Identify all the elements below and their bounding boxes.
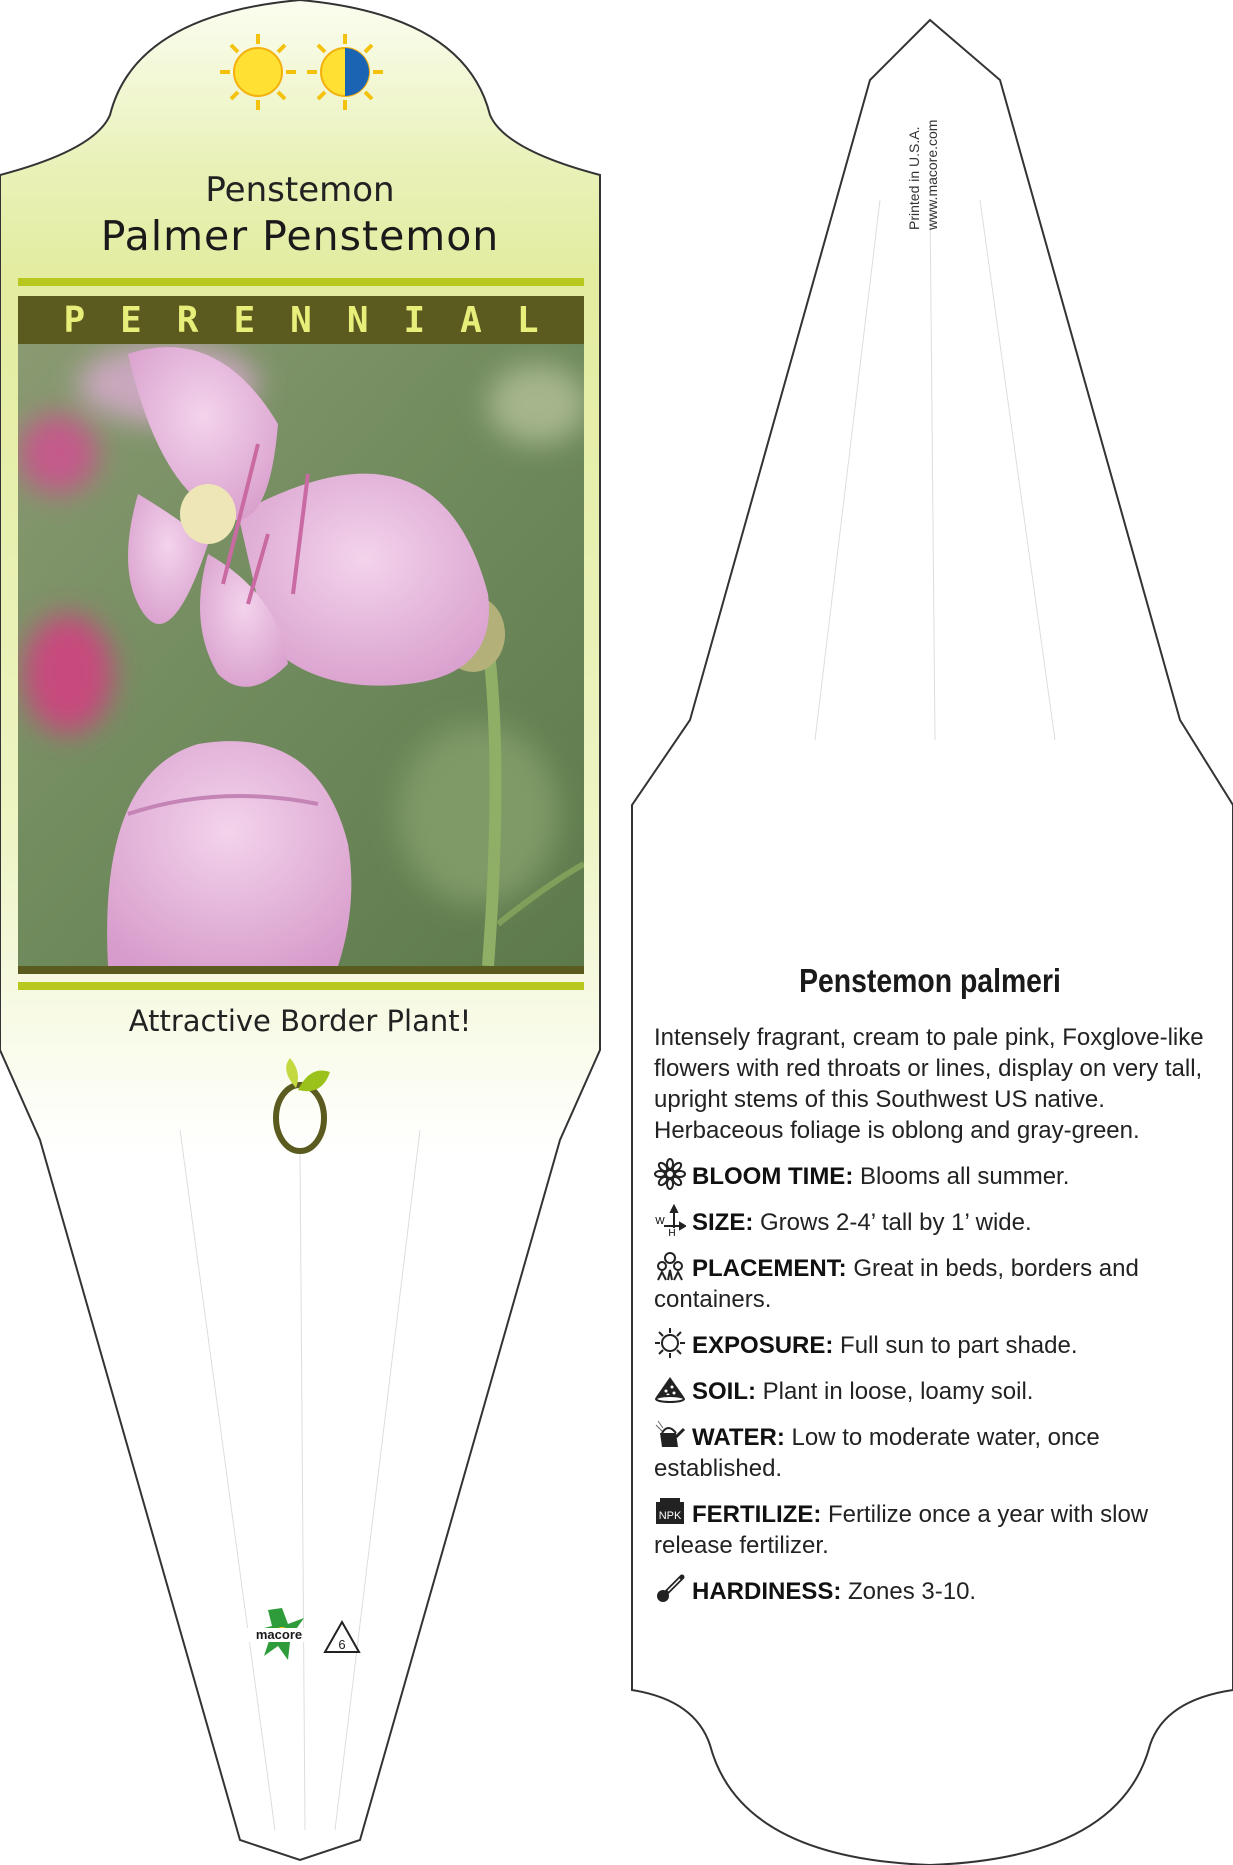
care-label: PLACEMENT: xyxy=(692,1255,847,1282)
care-item xyxy=(654,1204,1214,1238)
care-item xyxy=(654,1327,1214,1361)
printed-in: Printed in U.S.A. xyxy=(906,126,922,230)
care-text: Full sun to part shade. xyxy=(833,1332,1078,1359)
watering-can-icon xyxy=(654,1419,686,1449)
plant-description: Intensely fragrant, cream to pale pink, Foxglove-like flowers with red throats or lines, display on very tall, upright stems of this Southwest US native. Herbaceous foliage is oblong and gray-green. xyxy=(654,1024,1204,1144)
care-text: Zones 3-10. xyxy=(841,1578,977,1605)
care-item xyxy=(654,1158,1214,1192)
care-text: Grows 2-4’ tall by 1’ wide. xyxy=(753,1209,1032,1236)
category-label: PERENNIAL xyxy=(63,299,574,341)
brand-logo xyxy=(244,1604,364,1664)
plant-photo xyxy=(18,344,584,966)
care-label: WATER: xyxy=(692,1424,785,1451)
common-name: Palmer Penstemon xyxy=(100,212,500,260)
care-label: FERTILIZE: xyxy=(692,1501,822,1528)
brand-name: macore xyxy=(255,1627,303,1642)
website: www.macore.com xyxy=(924,119,940,230)
care-label: HARDINESS: xyxy=(692,1578,842,1605)
care-text: Low to moderate water, once established. xyxy=(654,1424,1100,1482)
care-text: Blooms all summer. xyxy=(853,1163,1070,1190)
care-info xyxy=(654,1022,1214,1619)
flower-icon xyxy=(654,1158,686,1188)
recycle-icon xyxy=(325,1622,359,1652)
care-item xyxy=(654,1250,1214,1315)
care-label: SIZE: xyxy=(692,1209,754,1236)
size-icon xyxy=(654,1204,686,1234)
care-text: Fertilize once a year with slow release fertilizer. xyxy=(654,1501,1149,1559)
genus-name: Penstemon xyxy=(205,170,395,210)
recycle-code: 6 xyxy=(338,1637,346,1652)
print-info xyxy=(905,90,965,240)
care-item xyxy=(654,1419,1214,1484)
care-label: SOIL: xyxy=(692,1378,756,1405)
npk-icon xyxy=(654,1496,686,1526)
care-label: BLOOM TIME: xyxy=(692,1163,854,1190)
care-text: Great in beds, borders and containers. xyxy=(654,1255,1139,1313)
placement-icon xyxy=(654,1250,686,1280)
care-item xyxy=(654,1573,1214,1607)
size-width-letter: W xyxy=(655,1216,665,1227)
scientific-name: Penstemon palmeri xyxy=(799,962,1061,999)
care-item xyxy=(654,1373,1214,1407)
care-label: EXPOSURE: xyxy=(692,1332,834,1359)
tagline: Attractive Border Plant! xyxy=(128,1004,472,1038)
soil-icon xyxy=(654,1373,686,1403)
care-item xyxy=(654,1496,1214,1561)
sun-icon xyxy=(654,1327,686,1357)
category-banner xyxy=(18,296,584,344)
size-height-letter: H xyxy=(668,1228,676,1236)
care-list xyxy=(654,1158,1214,1607)
npk-label: NPK xyxy=(658,1510,682,1522)
care-text: Plant in loose, loamy soil. xyxy=(756,1378,1034,1405)
thermometer-icon xyxy=(654,1573,686,1603)
